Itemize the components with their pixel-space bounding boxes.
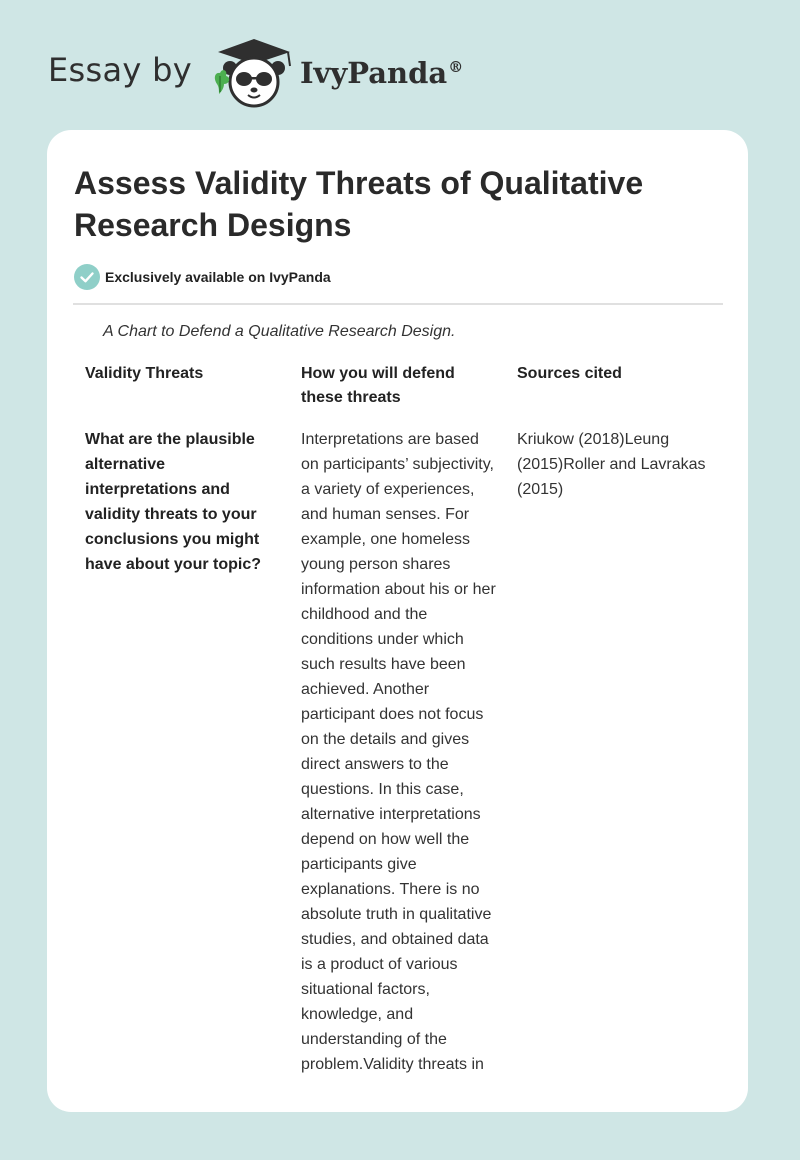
page-title: Assess Validity Threats of Qualitative Research Designs xyxy=(74,165,644,243)
table-header-validity-threats: Validity Threats xyxy=(85,365,204,382)
table-header-defense: How you will defend these threats xyxy=(301,365,455,406)
table-cell-defense: Interpretations are based on participants’ subjectivity, a variety of experiences, and human senses. For example, one homeless young person shares information about his or her childhood and the conditions under which such results have been achieved. Another participant does not focus on the details and gives direct answers to the questions. In this case, alternative interpretations depend on how well the participants give explanations. There is no absolute truth in qualitative studies, and obtained data is a product of various situational factors, knowledge, and understanding of the problem.Validity threats in xyxy=(301,431,496,1073)
registered-mark: ® xyxy=(448,58,464,77)
brand-prefix: Essay by xyxy=(48,51,192,89)
table-cell-sources: Kriukow (2018)Leung (2015)Roller and Lavrakas (2015) xyxy=(517,431,706,498)
exclusive-badge xyxy=(74,264,331,290)
ivypanda-logo-icon xyxy=(210,36,298,108)
table-header-sources: Sources cited xyxy=(517,365,622,382)
exclusive-label: Exclusively available on IvyPanda xyxy=(105,269,331,285)
table-cell-question: What are the plausible alternative interpretations and validity threats to your conclusions you might have about your topic? xyxy=(85,431,262,573)
brand-name: IvyPanda® xyxy=(299,56,464,90)
table-caption: A Chart to Defend a Qualitative Research Design. xyxy=(103,323,456,340)
brand-header[interactable] xyxy=(48,36,463,108)
check-circle-icon xyxy=(74,264,100,290)
essay-card xyxy=(47,130,748,1112)
divider xyxy=(73,303,723,305)
